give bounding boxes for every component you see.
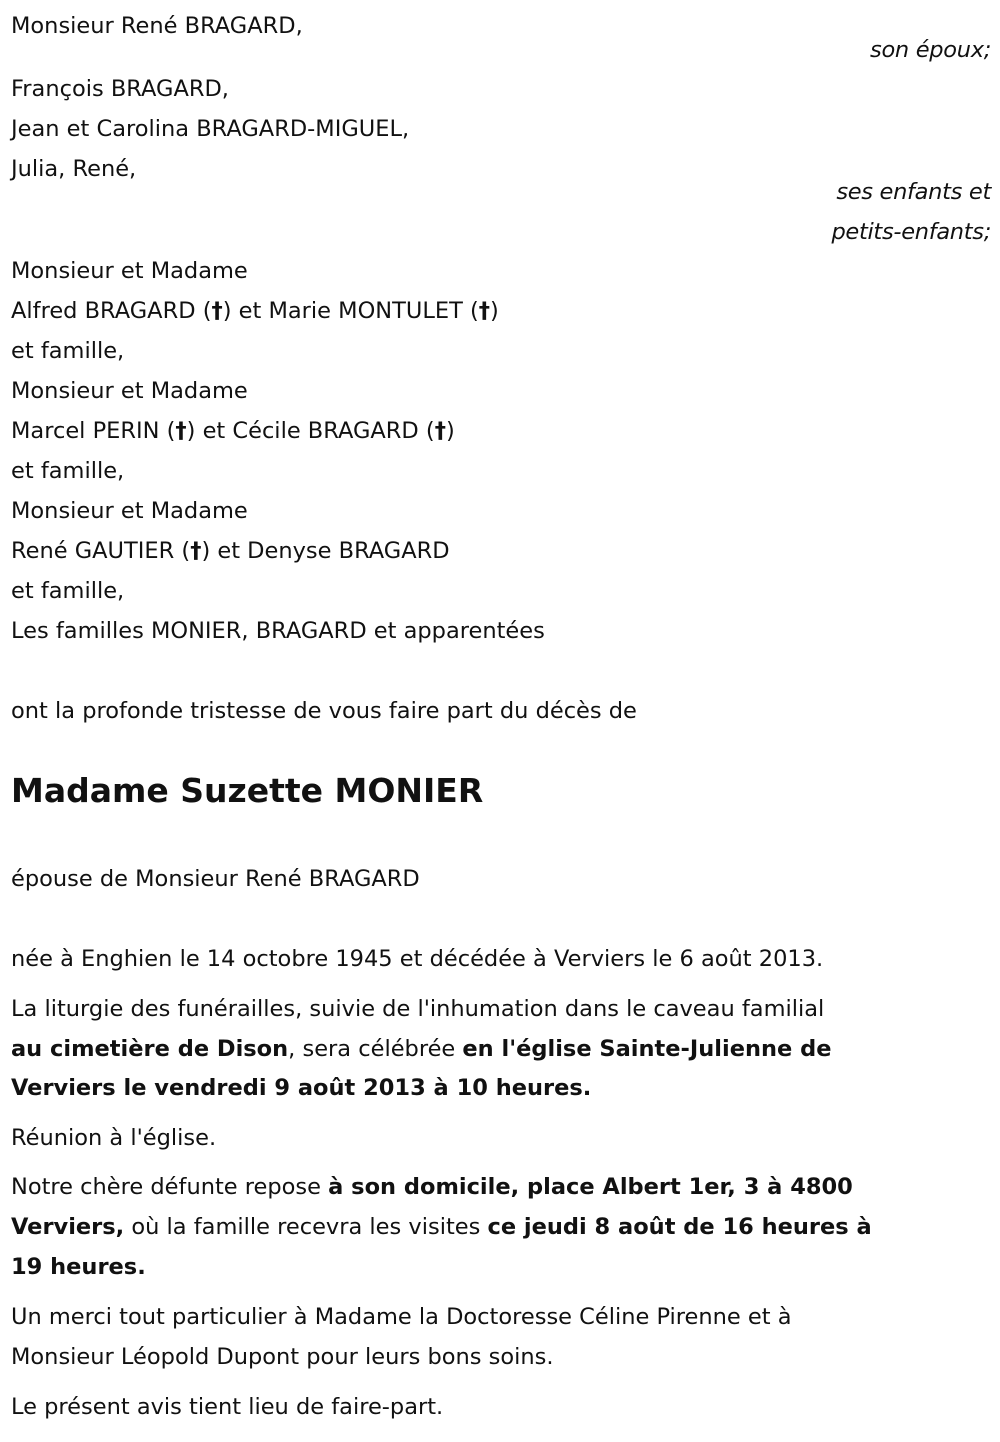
- child-line-1: François BRAGARD,: [11, 76, 229, 102]
- funeral-connector: , sera célébrée: [288, 1036, 463, 1062]
- relative-suffix-1: et famille,: [11, 338, 125, 364]
- relative-suffix-2: et famille,: [11, 458, 125, 484]
- relative-title-1: Monsieur et Madame: [11, 258, 248, 284]
- families-line: Les familles MONIER, BRAGARD et apparentées: [11, 618, 545, 644]
- children-role-2: petits-enfants;: [831, 219, 991, 245]
- relative-names-1: [11, 291, 499, 331]
- cross-icon: †: [175, 418, 187, 444]
- visitation-address: à son domicile, place Albert 1er, 3 à 4800: [328, 1174, 853, 1200]
- funeral-line-2: [11, 1029, 831, 1069]
- relative-names-2-part1: Marcel PERIN (: [11, 418, 176, 444]
- visitation-intro: Notre chère défunte repose: [11, 1174, 329, 1200]
- cemetery: au cimetière de Dison: [11, 1036, 289, 1062]
- relative-names-1-part3: ): [490, 298, 499, 324]
- cross-icon: †: [190, 538, 202, 564]
- deceased-name: Madame Suzette MONIER: [11, 771, 484, 810]
- thanks-line-1: Un merci tout particulier à Madame la Doctoresse Céline Pirenne et à: [11, 1304, 792, 1330]
- meeting: Réunion à l'église.: [11, 1125, 217, 1151]
- cross-icon: †: [211, 298, 223, 324]
- deceased-spouse: épouse de Monsieur René BRAGARD: [11, 866, 420, 892]
- visitation-city: Verviers,: [11, 1214, 125, 1240]
- announcement: ont la profonde tristesse de vous faire part du décès de: [11, 698, 637, 724]
- spouse-role: son époux;: [870, 37, 991, 63]
- church: en l'église Sainte-Julienne de: [462, 1036, 832, 1062]
- visitation-line-3: 19 heures.: [11, 1254, 146, 1280]
- closing: Le présent avis tient lieu de faire-part.: [11, 1394, 444, 1420]
- visitation-time: ce jeudi 8 août de 16 heures à: [487, 1214, 872, 1240]
- funeral-line-1: La liturgie des funérailles, suivie de l'inhumation dans le caveau familial: [11, 996, 825, 1022]
- relative-names-3-part1: René GAUTIER (: [11, 538, 191, 564]
- relative-names-2: [11, 411, 455, 451]
- child-line-3: Julia, René,: [11, 156, 137, 182]
- children-role-1: ses enfants et: [836, 179, 991, 205]
- relative-title-3: Monsieur et Madame: [11, 498, 248, 524]
- thanks-line-2: Monsieur Léopold Dupont pour leurs bons soins.: [11, 1344, 554, 1370]
- relative-suffix-3: et famille,: [11, 578, 125, 604]
- visitation-connector: où la famille recevra les visites: [124, 1214, 488, 1240]
- relative-names-2-part3: ): [445, 418, 455, 444]
- relative-names-1-part1: Alfred BRAGARD (: [11, 298, 212, 324]
- cross-icon: †: [434, 418, 446, 444]
- relative-names-3-part2: ) et Denyse BRAGARD: [201, 538, 450, 564]
- relative-names-1-part2: ) et Marie MONTULET (: [222, 298, 479, 324]
- relative-names-2-part2: ) et Cécile BRAGARD (: [186, 418, 435, 444]
- child-line-2: Jean et Carolina BRAGARD-MIGUEL,: [11, 116, 410, 142]
- relative-names-3: [11, 531, 450, 571]
- cross-icon: †: [478, 298, 491, 324]
- visitation-line-1: [11, 1167, 853, 1207]
- spouse-name: Monsieur René BRAGARD,: [11, 13, 303, 39]
- funeral-date: Verviers le vendredi 9 août 2013 à 10 heures.: [11, 1075, 592, 1101]
- birth-death: née à Enghien le 14 octobre 1945 et décédée à Verviers le 6 août 2013.: [11, 946, 824, 972]
- visitation-line-2: [11, 1207, 872, 1247]
- relative-title-2: Monsieur et Madame: [11, 378, 248, 404]
